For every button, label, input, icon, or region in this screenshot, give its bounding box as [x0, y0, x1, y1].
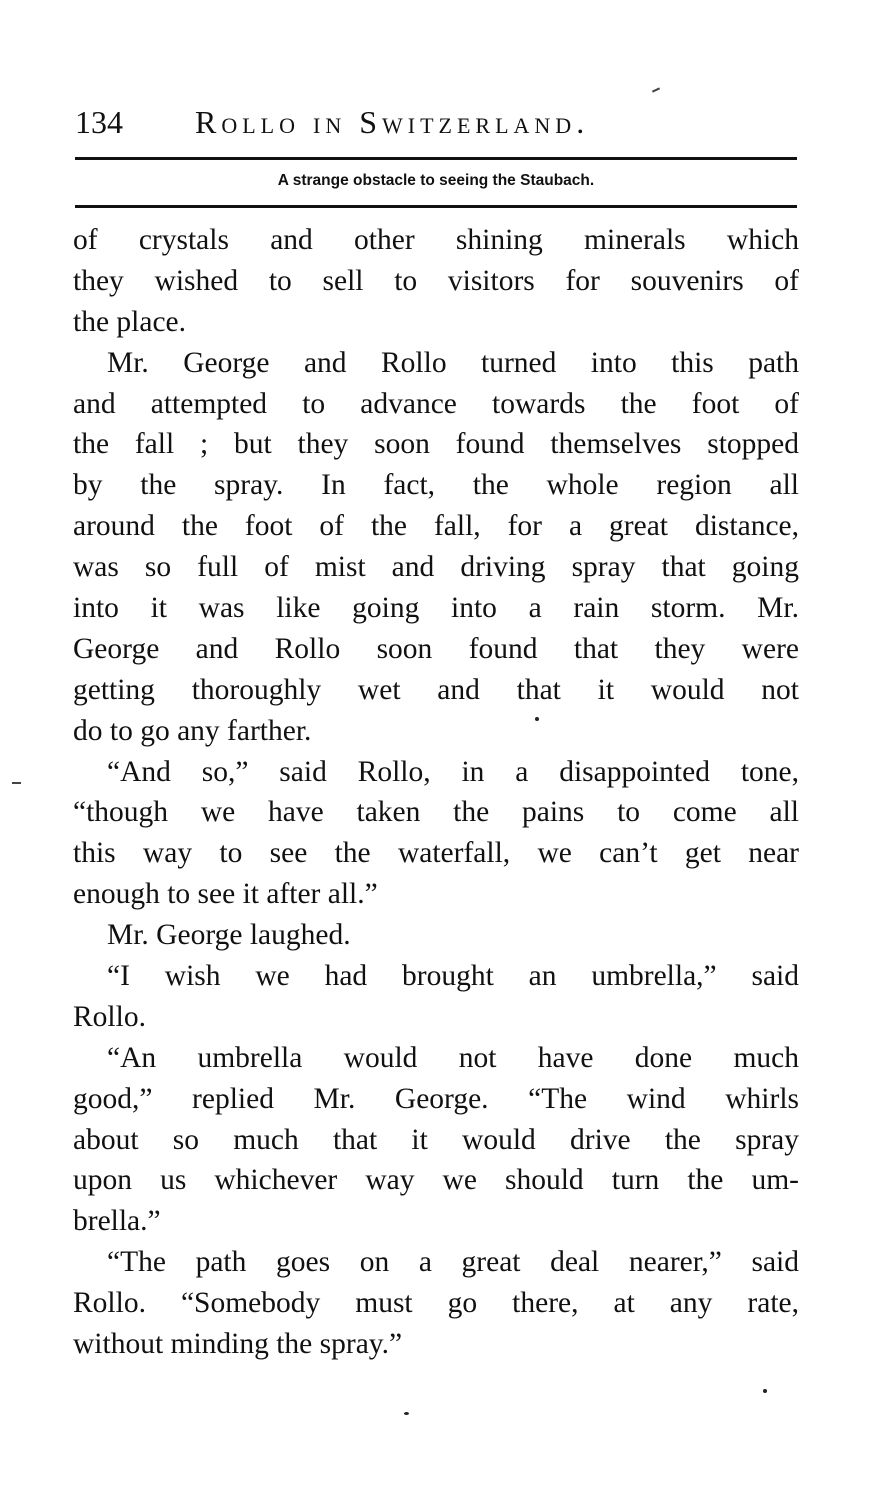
text-line: by the spray. In fact, the whole region all — [73, 469, 799, 502]
text-line: of crystals and other shining minerals which — [73, 224, 799, 256]
print-speck — [652, 87, 660, 92]
text-line: “And so,” said Rollo, in a disappointed tone, — [107, 755, 799, 788]
text-line: and attempted to advance towards the foot of — [73, 387, 799, 420]
text-line: do to go any farther. — [73, 714, 312, 747]
text-line: Mr. George laughed. — [107, 919, 351, 952]
page-number: 134 — [75, 104, 123, 140]
text-line: upon us whichever way we should turn the um- — [73, 1164, 799, 1197]
text-line: into it was like going into a rain storm. Mr. — [73, 592, 799, 625]
text-line: around the foot of the fall, for a great distance, — [73, 510, 799, 543]
text-line: George and Rollo soon found that they were — [73, 632, 799, 665]
text-line: getting thoroughly wet and that it would not — [73, 673, 799, 706]
print-speck — [404, 1412, 409, 1415]
text-line: “though we have taken the pains to come all — [73, 796, 799, 829]
text-line: good,” replied Mr. George. “The wind whirls — [73, 1082, 799, 1115]
print-speck — [763, 1389, 767, 1393]
text-line: enough to see it after all.” — [73, 878, 378, 911]
text-line: was so full of mist and driving spray that going — [73, 551, 799, 584]
text-line: the place. — [73, 305, 187, 338]
section-subhead: A strange obstacle to seeing the Staubach. — [277, 172, 595, 189]
header-rule-top — [75, 157, 797, 160]
text-line: “An umbrella would not have done much — [107, 1041, 799, 1074]
body-text — [73, 220, 799, 1365]
print-speck — [535, 717, 539, 721]
book-title: Rollo in Switzerland. — [195, 104, 590, 140]
print-speck — [12, 782, 21, 784]
text-line: about so much that it would drive the spray — [73, 1123, 799, 1156]
text-line: brella.” — [73, 1205, 161, 1238]
header-rule-bottom — [75, 205, 797, 208]
text-line: Mr. George and Rollo turned into this path — [107, 346, 799, 379]
text-line: without minding the spray.” — [73, 1328, 403, 1361]
running-head — [75, 98, 800, 146]
text-line: Rollo. — [73, 1000, 146, 1033]
text-line: “I wish we had brought an umbrella,” said — [107, 960, 799, 993]
text-line: “The path goes on a great deal nearer,” said — [107, 1246, 799, 1279]
text-line: the fall ; but they soon found themselves stopped — [73, 428, 799, 461]
text-line: this way to see the waterfall, we can’t get near — [73, 837, 799, 870]
text-line: they wished to sell to visitors for souvenirs of — [73, 264, 799, 297]
text-line: Rollo. “Somebody must go there, at any rate, — [73, 1287, 799, 1320]
